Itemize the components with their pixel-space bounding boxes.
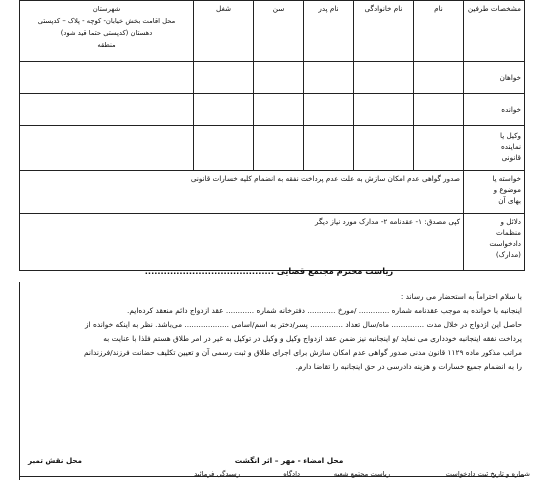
plaintiff-name-cell[interactable] — [414, 62, 464, 94]
subject-value[interactable]: صدور گواهی عدم امکان سازش به علت عدم پرداخت نفقه به انضمام کلیه خسارات قانونی — [20, 171, 464, 214]
attorney-family-cell[interactable] — [354, 126, 414, 171]
attorney-row — [20, 126, 525, 171]
evidence-label-1: دلائل و — [500, 217, 521, 226]
defendant-residence-cell[interactable] — [20, 94, 194, 126]
stamp-place-label: محل نقش تمبر — [28, 456, 83, 465]
defendant-age-cell[interactable] — [254, 94, 304, 126]
header-father: نام پدر — [304, 1, 354, 62]
header-parties-spec: مشخصات طرفین — [464, 1, 525, 62]
parties-table — [19, 0, 525, 271]
court-heading: ریاست محترم مجتمع قضایی ......................................... — [144, 266, 394, 276]
defendant-family-cell[interactable] — [354, 94, 414, 126]
subject-label — [464, 171, 525, 214]
footer-proceed-label: رسیدگی فرمائید — [194, 470, 240, 478]
header-family: نام خانوادگی — [354, 1, 414, 62]
defendant-label: خوانده — [464, 94, 525, 126]
body-line-3: پرداخت نفقه اینجانبه خودداری می نماید /و اینجانبه نیز ضمن عقد ازدواج وکیل و وکیل در توکیل به غیر در امر طلاق هستم فلذا با عنایت به — [103, 334, 522, 343]
body-line-5: را به انضمام جمیع خسارات و هزینه دادرسی در حق اینجانبه را تقاضا دارم. — [295, 362, 522, 371]
attorney-father-cell[interactable] — [304, 126, 354, 171]
defendant-row — [20, 94, 525, 126]
evidence-value[interactable]: کپی مصدق: ۱- عقدنامه ۲- مدارک مورد نیاز دیگر — [20, 214, 464, 271]
body-line-4: مراتب مذکور ماده ۱۱۲۹ قانون مدنی صدور گواهی عدم امکان سازش برای اجرای طلاق و ثبت رسمی آن و تعیین تکلیف حضانت فرزند/فرزندانم — [83, 348, 522, 357]
plaintiff-family-cell[interactable] — [354, 62, 414, 94]
footer-divider — [19, 476, 524, 477]
attorney-label-3: قانونی — [501, 153, 521, 162]
body-line-1: اینجانبه با خوانده به موجب عقدنامه شماره ............. /مورخ ............ دفترخانه شماره ............ عقد ازدواج دائم منعقد کرده‌ایم. — [127, 306, 522, 315]
subject-label-1: خواسته یا — [492, 174, 521, 183]
defendant-job-cell[interactable] — [194, 94, 254, 126]
attorney-label-2: نماینده — [500, 142, 521, 151]
plaintiff-residence-cell[interactable] — [20, 62, 194, 94]
plaintiff-age-cell[interactable] — [254, 62, 304, 94]
evidence-row — [20, 214, 525, 271]
attorney-name-cell[interactable] — [414, 126, 464, 171]
body-greeting: با سلام احتراماً به استحضار می رساند : — [400, 292, 522, 301]
header-name: نام — [414, 1, 464, 62]
header-job: شغل — [194, 1, 254, 62]
stamp-box-border — [19, 282, 20, 480]
footer-court-head-label: ریاست مجتمع شعبه — [333, 470, 390, 478]
attorney-residence-cell[interactable] — [20, 126, 194, 171]
defendant-father-cell[interactable] — [304, 94, 354, 126]
subject-label-3: بهای آن — [498, 196, 521, 205]
attorney-job-cell[interactable] — [194, 126, 254, 171]
subject-label-2: موضوع و — [493, 185, 521, 194]
header-age: سن — [254, 1, 304, 62]
evidence-label-2: منظمات — [495, 228, 521, 237]
attorney-label — [464, 126, 525, 171]
residence-line-2: محل اقامت بخش خیابان- کوچه - پلاک – کدپستی — [37, 17, 176, 25]
residence-line-4: منطقه — [97, 41, 116, 49]
plaintiff-father-cell[interactable] — [304, 62, 354, 94]
evidence-label — [464, 214, 525, 271]
plaintiff-job-cell[interactable] — [194, 62, 254, 94]
residence-line-3: دهستان (کدپستی حتما قید شود) — [60, 29, 153, 37]
residence-line-1: شهرستان — [92, 5, 121, 13]
evidence-label-3: دادخواست — [489, 239, 521, 248]
petition-body[interactable] — [22, 290, 522, 374]
footer-court-label: دادگاه — [283, 470, 300, 478]
signature-place-label: محل امضاء - مهر – اثر انگشت — [234, 456, 344, 465]
plaintiff-row — [20, 62, 525, 94]
header-residence — [20, 1, 194, 62]
attorney-label-1: وکیل یا — [500, 131, 521, 140]
header-row — [20, 1, 525, 62]
evidence-label-4: (مدارک) — [495, 250, 521, 259]
attorney-age-cell[interactable] — [254, 126, 304, 171]
subject-row — [20, 171, 525, 214]
body-line-2: حاصل این ازدواج در خلال مدت .............. ماه/سال تعداد .............. پسر/دختر به اسم/اسامی ................... می‌باشد. نظر به اینکه خوانده از — [84, 320, 522, 329]
footer-registration-label: شماره و تاریخ ثبت دادخواست — [445, 470, 530, 478]
plaintiff-label: خواهان — [464, 62, 525, 94]
defendant-name-cell[interactable] — [414, 94, 464, 126]
